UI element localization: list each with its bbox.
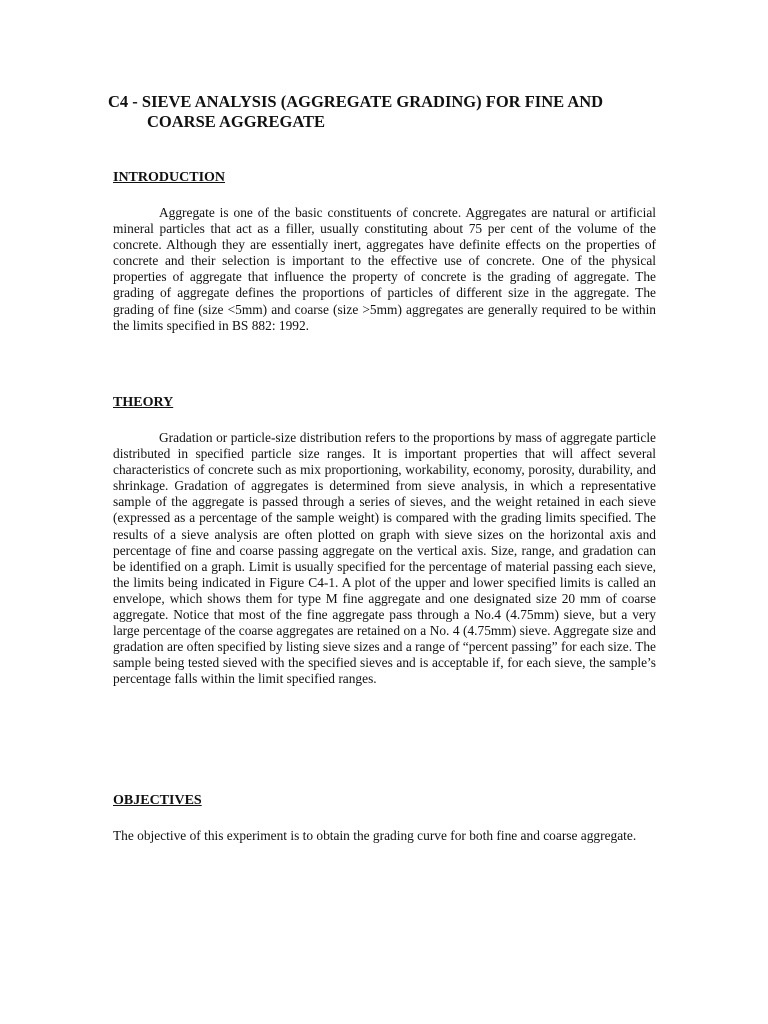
theory-heading: THEORY — [113, 395, 174, 410]
title-line-2: COARSE AGGREGATE — [147, 112, 326, 131]
objectives-paragraph: The objective of this experiment is to obtain the grading curve for both fine and coarse aggregate. — [113, 828, 637, 843]
page-title — [108, 92, 668, 132]
title-line-1: C4 - SIEVE ANALYSIS (AGGREGATE GRADING) FOR FINE AND — [108, 92, 604, 111]
introduction-heading: INTRODUCTION — [113, 170, 226, 185]
objectives-heading: OBJECTIVES — [113, 793, 202, 808]
introduction-paragraph: Aggregate is one of the basic constituents of concrete. Aggregates are natural or artificial mineral particles that act as a filler, usually constituting about 75 per cent of the volume of the concrete. Although they are essentially inert, aggregates have definite effects on the properties of concrete and their selection is important to the effective use of concrete. One of the physical properties of aggregate that influence the property of concrete is the grading of aggregate. The grading of aggregate defines the proportions of particles of different size in the aggregate. The grading of fine (size <5mm) and coarse (size >5mm) aggregates are generally required to be within the limits specified in BS 882: 1992. — [113, 205, 656, 333]
theory-paragraph: Gradation or particle-size distribution refers to the proportions by mass of aggregate particle distributed in specified particle size ranges. It is important properties that will affect several characteristics of concrete such as mix proportioning, workability, economy, porosity, durability, and shrinkage. Gradation of aggregates is determined from sieve analysis, in which a representative sample of the aggregate is passed through a series of sieves, and the weight retained in each sieve (expressed as a percentage of the sample weight) is compared with the grading limits specified. The results of a sieve analysis are often plotted on graph with sieve sizes on the horizontal axis and percentage of fine and coarse passing aggregate on the vertical axis. Size, range, and gradation can be identified on a graph. Limit is usually specified for the percentage of material passing each sieve, the limits being indicated in Figure C4-1. A plot of the upper and lower specified limits is called an envelope, which shows them for type M fine aggregate and one designated size 20 mm of coarse aggregate. Notice that most of the fine aggregate pass through a No.4 (4.75mm) sieve, but a very large percentage of the coarse aggregates are retained on a No. 4 (4.75mm) sieve. Aggregate size and gradation are often specified by listing sieve sizes and a range of “percent passing” for each size. The sample being tested sieved with the specified sieves and is acceptable if, for each sieve, the sample’s percentage falls within the limit specified ranges. — [113, 430, 656, 687]
